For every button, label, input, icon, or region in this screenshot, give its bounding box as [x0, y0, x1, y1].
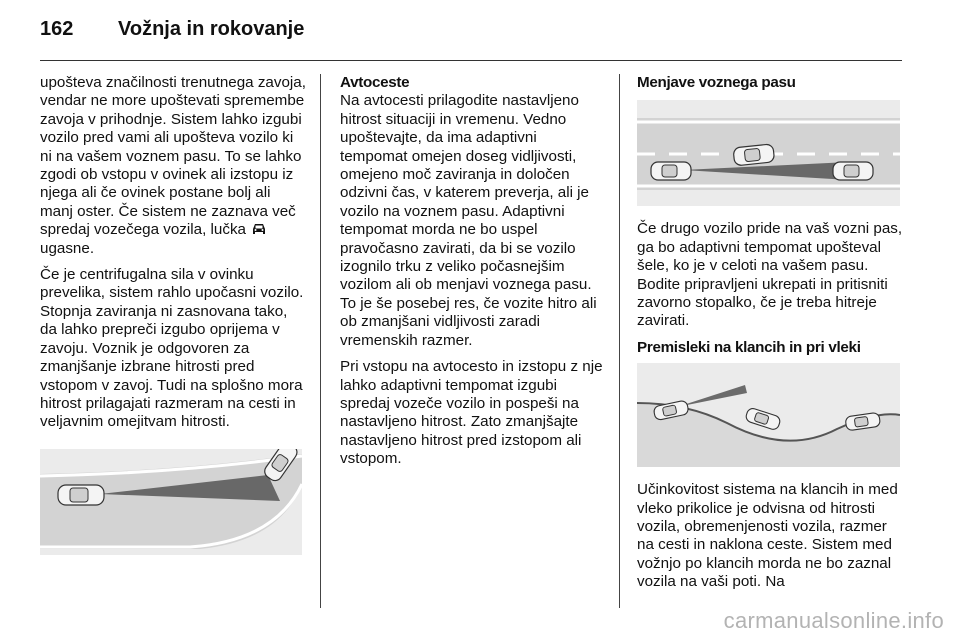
page-number: 162 [40, 18, 74, 40]
col3-paragraph-2: Učinkovitost sistema na klancih in med vleko prikolice je odvisna od hitrosti vozila, obremenjenosti vozila, razmer na cesti in naklona ceste. Sistem med vožnjo po klancih morda ne bo zaznal vozila na vaši poti. Na [637, 481, 898, 591]
watermark: carmanualsonline.info [723, 608, 944, 633]
col2-paragraph-1: Na avtocesti prilagodite nastavljeno hitrost situaciji in vremenu. Vedno upoštevajte, da ima adaptivni tempomat omejen doseg vidljivosti, omejeno moč zaviranja in določen odzivni čas, v katerem preverja, ali je vozilo na voznem pasu. Adaptivni tempomat morda ne bo uspel pravočasno zavirati, da bi se vozilo izognilo trku z veliko počasnejšim vozilom ali ob menjavi voznega pasu. To je še posebej res, če vozite hitro ali ob zmanjšani vidljivosti zaradi vremenskih razmer. [340, 92, 597, 349]
curve-illustration [40, 449, 302, 555]
col1-paragraph-2: Če je centrifugalna sila v ovinku prevelika, sistem rahlo upočasni vozilo. Stopnja zaviranja ni zasnovana tako, da lahko prepreči izgubo oprijema v zavoju. Voznik je odgovoren za zmanjšanje izbrane hitrosti pred vstopom v zavoj. Tudi na splošno mora hitrost prilagajati razmeram na cesti in veljavnim omejitvam hitrosti. [40, 266, 304, 431]
column-3 [637, 74, 903, 600]
vehicle-ahead-indicator-icon [252, 223, 266, 236]
col3-paragraph-1: Če drugo vozilo pride na vaš vozni pas, ga bo adaptivni tempomat upošteval šele, ko je v celoti na vašem pasu. Bodite pripravljeni ukrepati in pritisniti zavorno stopalko, če je treba hitreje zavirati. [637, 220, 903, 330]
car-ahead-lane [833, 162, 873, 180]
section-heading-highways: Avtoceste [340, 74, 410, 91]
column-divider-2 [619, 74, 620, 608]
column-1 [40, 74, 306, 440]
section-heading-hills-towing: Premisleki na klancih in pri vleki [637, 338, 861, 356]
car-merging [733, 144, 775, 166]
section-heading-lane-change: Menjave voznega pasu [637, 74, 796, 91]
col1-p1-text: upošteva značilnosti trenutnega zavoja, vendar ne more upoštevati spremembe zavoja v prihodnje. Sistem lahko izgubi vozilo pred vami ali upošteva vozilo ki ni na vašem voznem pasu. To se lahko zgodi ob vstopu v ovinek ali izstopu iz njega ali če ovinek postane bolj ali manj oster. Če sistem ne zaznava več spredaj vozečega vozila, lučka [40, 74, 306, 239]
radar-beam-hill [677, 385, 747, 407]
lane-change-illustration [637, 100, 900, 206]
column-divider-1 [320, 74, 321, 608]
hills-illustration [637, 363, 900, 467]
own-car [58, 485, 104, 505]
page-title: Vožnja in rokovanje [118, 18, 305, 40]
own-car-lane [651, 162, 691, 180]
header-rule [40, 60, 902, 61]
col1-paragraph-1 [40, 74, 306, 258]
col1-p1-end-text: ugasne. [40, 239, 95, 257]
page-header [40, 18, 920, 54]
col2-paragraph-2: Pri vstopu na avtocesto in izstopu z nje lahko adaptivni tempomat izgubi spredaj vozeče vozilo in pospeši na nastavljeno hitrost. Zato zmanjšajte nastavljeno hitrost pred izstopom ali vstopom. [340, 358, 603, 468]
car-ahead-hill [745, 407, 782, 431]
column-2 [340, 74, 606, 477]
